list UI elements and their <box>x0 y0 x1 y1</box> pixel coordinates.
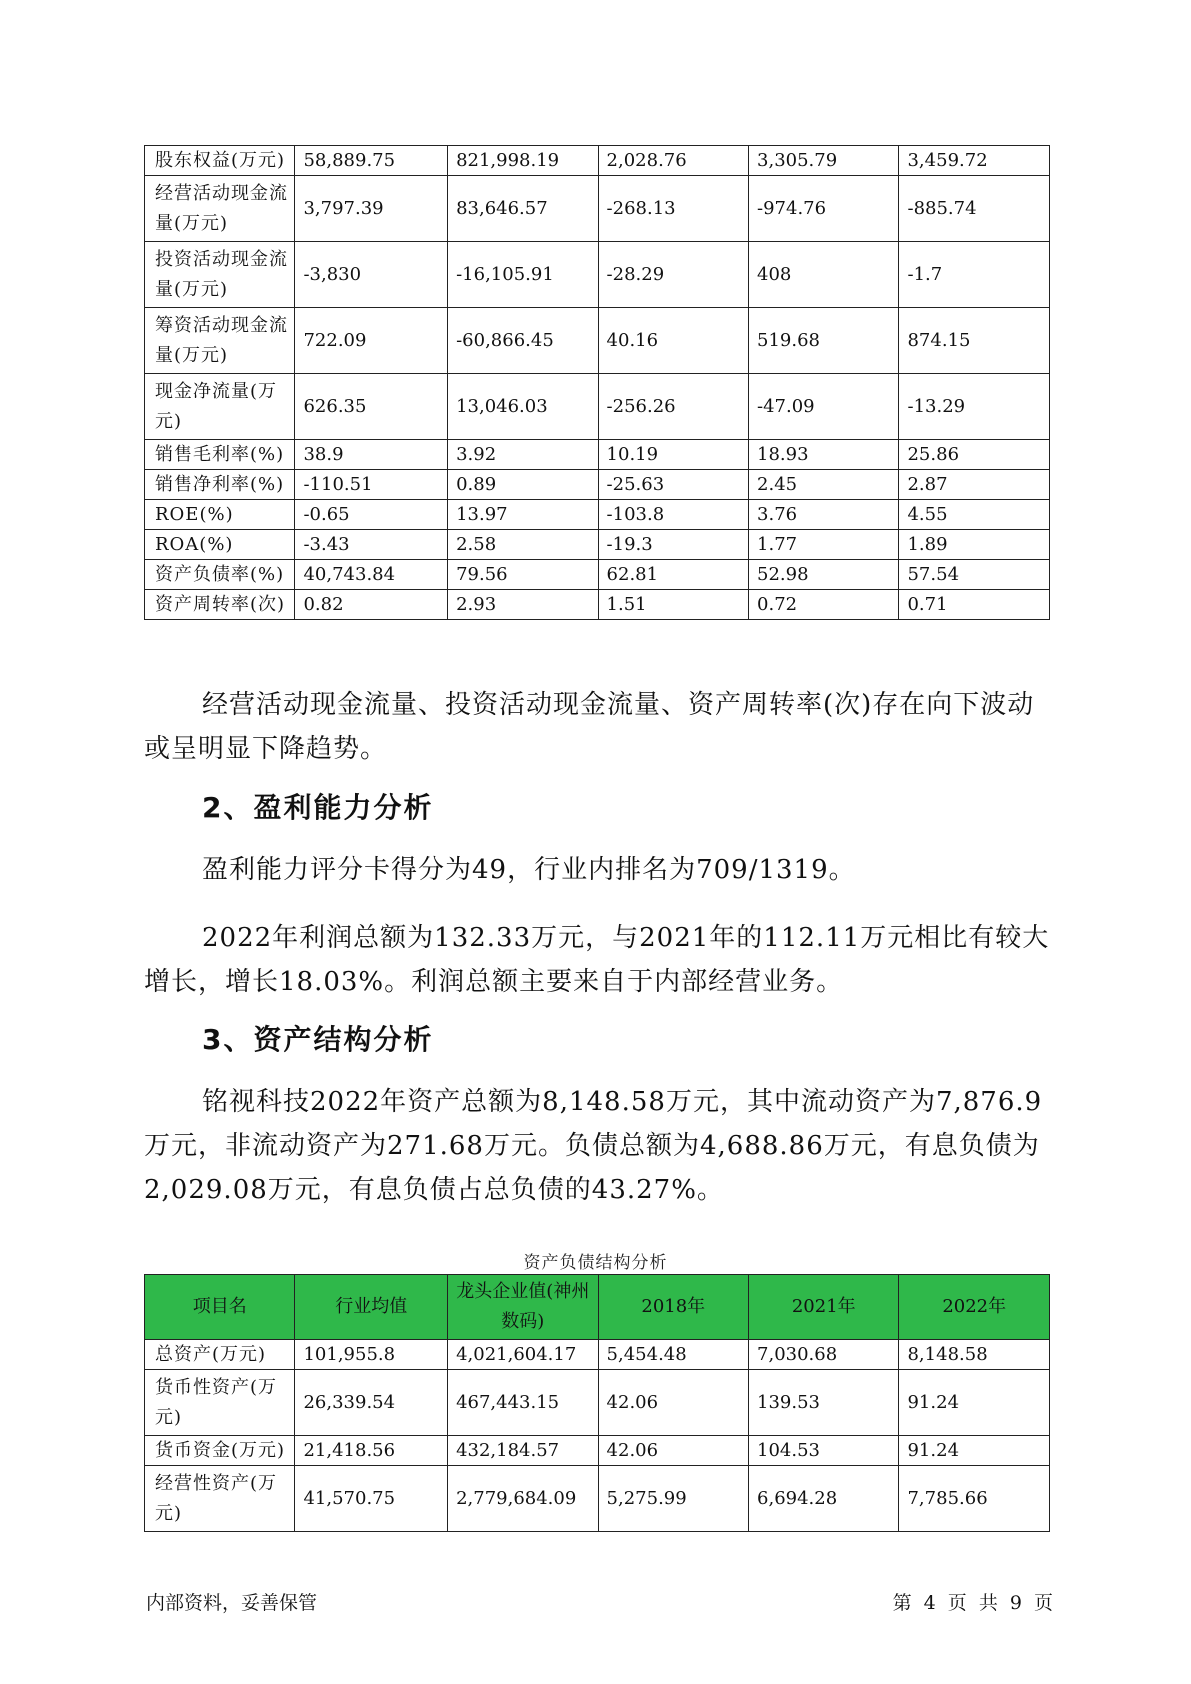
footer-page-number: 第 4 页 共 9 页 <box>892 1592 1053 1614</box>
cell-value: 13.97 <box>448 500 598 530</box>
table-row <box>145 440 1050 470</box>
row-label: 资产周转率(次) <box>145 590 295 620</box>
cell-value: 2.87 <box>899 470 1050 500</box>
table-row <box>145 374 1050 440</box>
table-row <box>145 146 1050 176</box>
cell-value: -974.76 <box>749 176 899 242</box>
cell-value: -47.09 <box>749 374 899 440</box>
column-header: 行业均值 <box>295 1275 448 1340</box>
cell-value: -0.65 <box>295 500 448 530</box>
cell-value: -110.51 <box>295 470 448 500</box>
cell-value: 62.81 <box>598 560 748 590</box>
row-label: 总资产(万元) <box>145 1340 295 1370</box>
row-label: 投资活动现金流量(万元) <box>145 242 295 308</box>
cell-value: 40.16 <box>598 308 748 374</box>
table-row <box>145 530 1050 560</box>
score-paragraph: 盈利能力评分卡得分为49，行业内排名为709/1319。 <box>202 855 856 885</box>
column-header: 2021年 <box>749 1275 899 1340</box>
column-header: 2022年 <box>899 1275 1050 1340</box>
row-label: 经营性资产(万元) <box>145 1466 295 1532</box>
column-header: 龙头企业值(神州数码) <box>448 1275 598 1340</box>
section-heading-asset-structure: 3、资产结构分析 <box>202 1023 434 1056</box>
cell-value: 83,646.57 <box>448 176 598 242</box>
cell-value: 25.86 <box>899 440 1050 470</box>
cell-value: -3,830 <box>295 242 448 308</box>
row-label: 资产负债率(%) <box>145 560 295 590</box>
cell-value: 821,998.19 <box>448 146 598 176</box>
cell-value: -28.29 <box>598 242 748 308</box>
financial-indicators-table <box>144 145 1050 620</box>
cell-value: 0.89 <box>448 470 598 500</box>
cell-value: 4,021,604.17 <box>448 1340 598 1370</box>
cell-value: -13.29 <box>899 374 1050 440</box>
cell-value: 7,030.68 <box>749 1340 899 1370</box>
cell-value: 13,046.03 <box>448 374 598 440</box>
cell-value: 91.24 <box>899 1436 1050 1466</box>
table-caption: 资产负债结构分析 <box>523 1253 668 1273</box>
cell-value: 104.53 <box>749 1436 899 1466</box>
cell-value: -3.43 <box>295 530 448 560</box>
cell-value: 3,305.79 <box>749 146 899 176</box>
cell-value: 874.15 <box>899 308 1050 374</box>
row-label: 经营活动现金流量(万元) <box>145 176 295 242</box>
row-label: 货币性资产(万元) <box>145 1370 295 1436</box>
cell-value: -60,866.45 <box>448 308 598 374</box>
row-label: 现金净流量(万元) <box>145 374 295 440</box>
cell-value: 5,275.99 <box>598 1466 748 1532</box>
table-row <box>145 308 1050 374</box>
cell-value: -25.63 <box>598 470 748 500</box>
cell-value: 21,418.56 <box>295 1436 448 1466</box>
row-label: ROA(%) <box>145 530 295 560</box>
table-row <box>145 242 1050 308</box>
cell-value: 4.55 <box>899 500 1050 530</box>
cell-value: 2,028.76 <box>598 146 748 176</box>
cell-value: 3,797.39 <box>295 176 448 242</box>
cell-value: 42.06 <box>598 1370 748 1436</box>
cell-value: 0.71 <box>899 590 1050 620</box>
cell-value: 40,743.84 <box>295 560 448 590</box>
table-row <box>145 1436 1050 1466</box>
trend-paragraph: 经营活动现金流量、投资活动现金流量、资产周转率(次)存在向下波动或呈明显下降趋势。 <box>144 690 1035 764</box>
cell-value: 2.58 <box>448 530 598 560</box>
table-row <box>145 560 1050 590</box>
cell-value: 0.82 <box>295 590 448 620</box>
assets-paragraph: 铭视科技2022年资产总额为8,148.58万元，其中流动资产为7,876.9万元，非流动资产为271.68万元。负债总额为4,688.86万元，有息负债为2,029.08万元，有息负债占总负债的43.27%。 <box>144 1087 1043 1205</box>
row-label: 股东权益(万元) <box>145 146 295 176</box>
column-header: 项目名 <box>145 1275 295 1340</box>
cell-value: -256.26 <box>598 374 748 440</box>
cell-value: 18.93 <box>749 440 899 470</box>
cell-value: 722.09 <box>295 308 448 374</box>
table-row <box>145 500 1050 530</box>
cell-value: 432,184.57 <box>448 1436 598 1466</box>
table-row <box>145 1466 1050 1532</box>
table-header-row <box>145 1275 1050 1340</box>
row-label: 销售净利率(%) <box>145 470 295 500</box>
cell-value: -885.74 <box>899 176 1050 242</box>
cell-value: 3.76 <box>749 500 899 530</box>
table-row <box>145 590 1050 620</box>
row-label: 筹资活动现金流量(万元) <box>145 308 295 374</box>
cell-value: 1.51 <box>598 590 748 620</box>
cell-value: 519.68 <box>749 308 899 374</box>
row-label: 货币资金(万元) <box>145 1436 295 1466</box>
row-label: 销售毛利率(%) <box>145 440 295 470</box>
column-header: 2018年 <box>598 1275 748 1340</box>
asset-liability-structure-table <box>144 1274 1050 1532</box>
cell-value: 0.72 <box>749 590 899 620</box>
cell-value: 38.9 <box>295 440 448 470</box>
section-heading-profitability: 2、盈利能力分析 <box>202 791 434 824</box>
cell-value: -1.7 <box>899 242 1050 308</box>
cell-value: 408 <box>749 242 899 308</box>
table-row <box>145 176 1050 242</box>
cell-value: 1.89 <box>899 530 1050 560</box>
cell-value: 58,889.75 <box>295 146 448 176</box>
cell-value: 57.54 <box>899 560 1050 590</box>
cell-value: -16,105.91 <box>448 242 598 308</box>
cell-value: 2,779,684.09 <box>448 1466 598 1532</box>
cell-value: 2.93 <box>448 590 598 620</box>
cell-value: 26,339.54 <box>295 1370 448 1436</box>
cell-value: 8,148.58 <box>899 1340 1050 1370</box>
cell-value: 42.06 <box>598 1436 748 1466</box>
cell-value: 7,785.66 <box>899 1466 1050 1532</box>
cell-value: 52.98 <box>749 560 899 590</box>
profit-paragraph: 2022年利润总额为132.33万元，与2021年的112.11万元相比有较大增长，增长18.03%。利润总额主要来自于内部经营业务。 <box>144 923 1050 997</box>
cell-value: 2.45 <box>749 470 899 500</box>
cell-value: -103.8 <box>598 500 748 530</box>
cell-value: 626.35 <box>295 374 448 440</box>
cell-value: 91.24 <box>899 1370 1050 1436</box>
cell-value: 5,454.48 <box>598 1340 748 1370</box>
cell-value: -19.3 <box>598 530 748 560</box>
cell-value: 139.53 <box>749 1370 899 1436</box>
cell-value: 101,955.8 <box>295 1340 448 1370</box>
cell-value: 1.77 <box>749 530 899 560</box>
cell-value: 3,459.72 <box>899 146 1050 176</box>
cell-value: 467,443.15 <box>448 1370 598 1436</box>
row-label: ROE(%) <box>145 500 295 530</box>
cell-value: 10.19 <box>598 440 748 470</box>
table-row <box>145 1340 1050 1370</box>
cell-value: 79.56 <box>448 560 598 590</box>
cell-value: -268.13 <box>598 176 748 242</box>
table-row <box>145 470 1050 500</box>
cell-value: 3.92 <box>448 440 598 470</box>
footer-confidential-note: 内部资料，妥善保管 <box>146 1592 318 1614</box>
cell-value: 41,570.75 <box>295 1466 448 1532</box>
table-row <box>145 1370 1050 1436</box>
cell-value: 6,694.28 <box>749 1466 899 1532</box>
